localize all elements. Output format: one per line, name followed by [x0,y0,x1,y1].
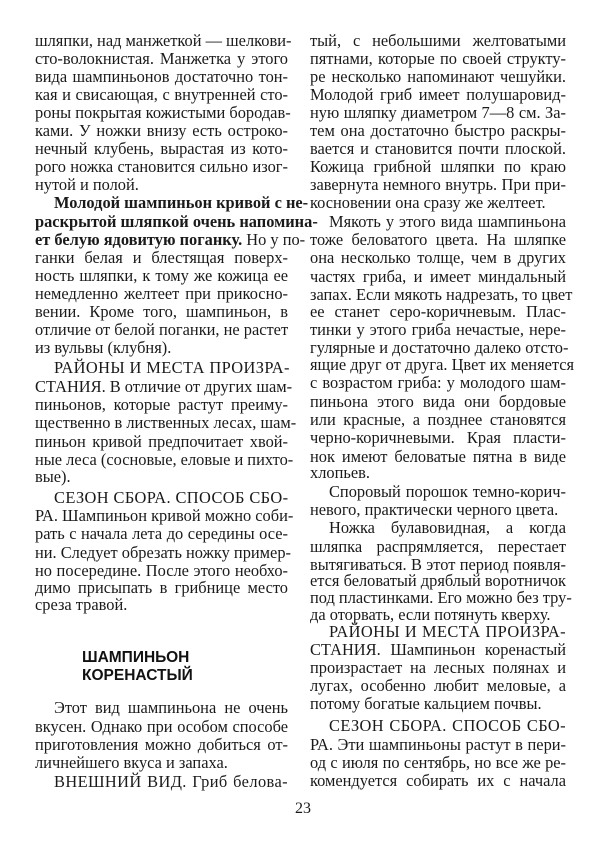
text-line: или красные, а позднее становятся [310,410,566,429]
text-line: лугах, особенно любит меловые, а [310,676,566,695]
text-line: да оторвать, если потянуть кверху. [310,605,551,624]
text-line: комендуется собирать их с начала [310,771,566,790]
text-line: РА. Шампиньон кривой можно соби- [35,506,294,525]
text-line: СЕЗОН СБОРА. СПОСОБ СБО- [54,488,289,507]
text-line: тоже беловатого цвета. На шляпке [310,230,566,249]
text-line: вении. Кроме того, шампиньон, в [35,302,288,321]
text-line: ее станет серо-коричневым. Плас- [310,302,566,321]
text-line: тый, с небольшими желтоватыми [310,31,566,50]
text-line: хлопьев. [310,463,370,482]
text-line: гулярные и достаточно далеко отсто- [310,338,569,357]
section-heading-line: КОРЕНАСТЫЙ [82,667,193,684]
text-line: пиньона этого вида они бордовые [310,392,566,411]
text-line: произрастает на лесных полянах и [310,658,566,677]
text-line: ре несколько напоминают чешуйки. [310,67,566,86]
text-line: вкусен. Однако при особом способе [35,717,288,736]
text-line: ВНЕШНИЙ ВИД. Гриб белова- [54,772,288,791]
text-line: завернута немного внутрь. При при- [310,175,566,194]
text-line: ность шляпки, к тому же кожица ее [35,266,288,285]
text-line: тинки у этого гриба нечастые, нере- [310,320,566,339]
section-heading [82,649,193,685]
text-line: она несколько толще, чем в других [310,248,566,267]
text-line: Молодой гриб имеет полушаровид- [310,85,566,104]
text-line: из вульвы (клубня). [35,338,172,357]
text-line: пиньон кривой предпочитает хвой- [35,432,288,451]
text-line: СЕЗОН СБОРА. СПОСОБ СБО- [329,716,566,735]
text-line: рать с начала лета до середины осе- [35,524,288,543]
text-line: роны покрытая кожистыми бородав- [35,103,291,122]
text-line: среза травой. [35,595,128,614]
text-line: РАЙОНЫ И МЕСТА ПРОИЗРА- [54,358,290,377]
text-line: нечный клубень, вырастая из кото- [35,139,288,158]
text-line: немедленно желтеет при прикосно- [35,284,288,303]
text-line: потому богатые кальцием почвы. [310,694,542,713]
text-line: сто-волокнистая. Манжетка у этого [35,49,288,68]
text-line: приготовления можно добиться от- [35,735,288,754]
text-line: но посередине. После этого необхо- [35,561,288,580]
text-line: ни. Следует обрезать ножку пример- [35,543,291,562]
text-line: Кожица грибной шляпки по краю [310,157,566,176]
text-line: ется беловатый дряблый воротничок [310,571,566,590]
text-line: вида шампиньонов достаточно тон- [35,67,288,86]
text-line: вые). [35,467,71,486]
text-line: ящие друг от друга. Цвет их меняется [310,355,575,374]
text-line: под пластинками. Его можно без тру- [310,588,572,607]
text-line: с возрастом гриба: у молодого шам- [310,373,566,392]
text-line: кая и свисающая, с внутренней сто- [35,85,288,104]
text-line: вается и становится почти плоской. [310,139,566,158]
text-segment: Но у по- [242,230,306,249]
text-line: РАЙОНЫ И МЕСТА ПРОИЗРА- [329,622,566,641]
text-line: невого, практически черного цвета. [310,500,559,519]
text-line: тем она достаточно быстро раскры- [310,121,566,140]
text-line: шляпки, над манжеткой — шелкови- [35,31,292,50]
text-line: пиньонов, которые растут преиму- [35,395,288,414]
text-line: шляпка распрямляется, перестает [310,537,566,556]
text-line: рого ножка становится сильно изог- [35,157,288,176]
text-line [35,230,306,250]
text-line: частях гриба, и имеет миндальный [310,267,566,286]
text-line: од с июля по сентябрь, но все же ре- [310,753,566,772]
text-line: димо присыпать в грибнице место [35,578,288,597]
text-line: раскрытой шляпкой очень напомина- [35,212,318,231]
text-line: личнейшего вкуса и запаха. [35,753,228,772]
section-heading-line: ШАМПИНЬОН [82,649,190,666]
text-line: ные леса (сосновые, еловые и пихто- [35,450,294,469]
text-line: РА. Эти шампиньоны растут в пери- [310,735,566,754]
text-line: СТАНИЯ. Шампиньон коренастый [310,640,566,659]
text-line: косновении она сразу же желтеет. [310,193,546,212]
text-line: Ножка булавовидная, а когда [329,518,566,537]
text-line: Споровый порошок темно-корич- [329,482,566,501]
bold-text: ет белую ядовитую поганку. [35,230,243,249]
text-line: Этот вид шампиньона не очень [54,698,288,717]
page-number: 23 [295,800,311,817]
text-line: Мякоть у этого вида шампиньона [329,212,566,231]
text-line: нутой и полой. [35,175,139,194]
text-line: ками. У ножки внизу есть остроко- [35,121,288,140]
text-line: нок имеют беловатые пятна в виде [310,447,566,466]
text-line: отличие от белой поганки, не растет [35,320,289,339]
text-line: черно-коричневыми. Края пласти- [310,428,566,447]
text-line: пятнами, которые по своей структу- [310,49,566,68]
text-line: щественно в лиственных лесах, шам- [35,413,297,432]
text-line: вытягиваться. В этот период появля- [310,555,566,574]
text-line: запах. Если мякоть надрезать, то цвет [310,285,573,304]
text-line: Молодой шампиньон кривой с не- [54,193,309,212]
text-line: ную шляпку диаметром 7—8 см. За- [310,103,566,122]
text-line: СТАНИЯ. В отличие от других шам- [35,377,293,396]
text-line: ганки белая и блестящая поверх- [35,248,288,267]
